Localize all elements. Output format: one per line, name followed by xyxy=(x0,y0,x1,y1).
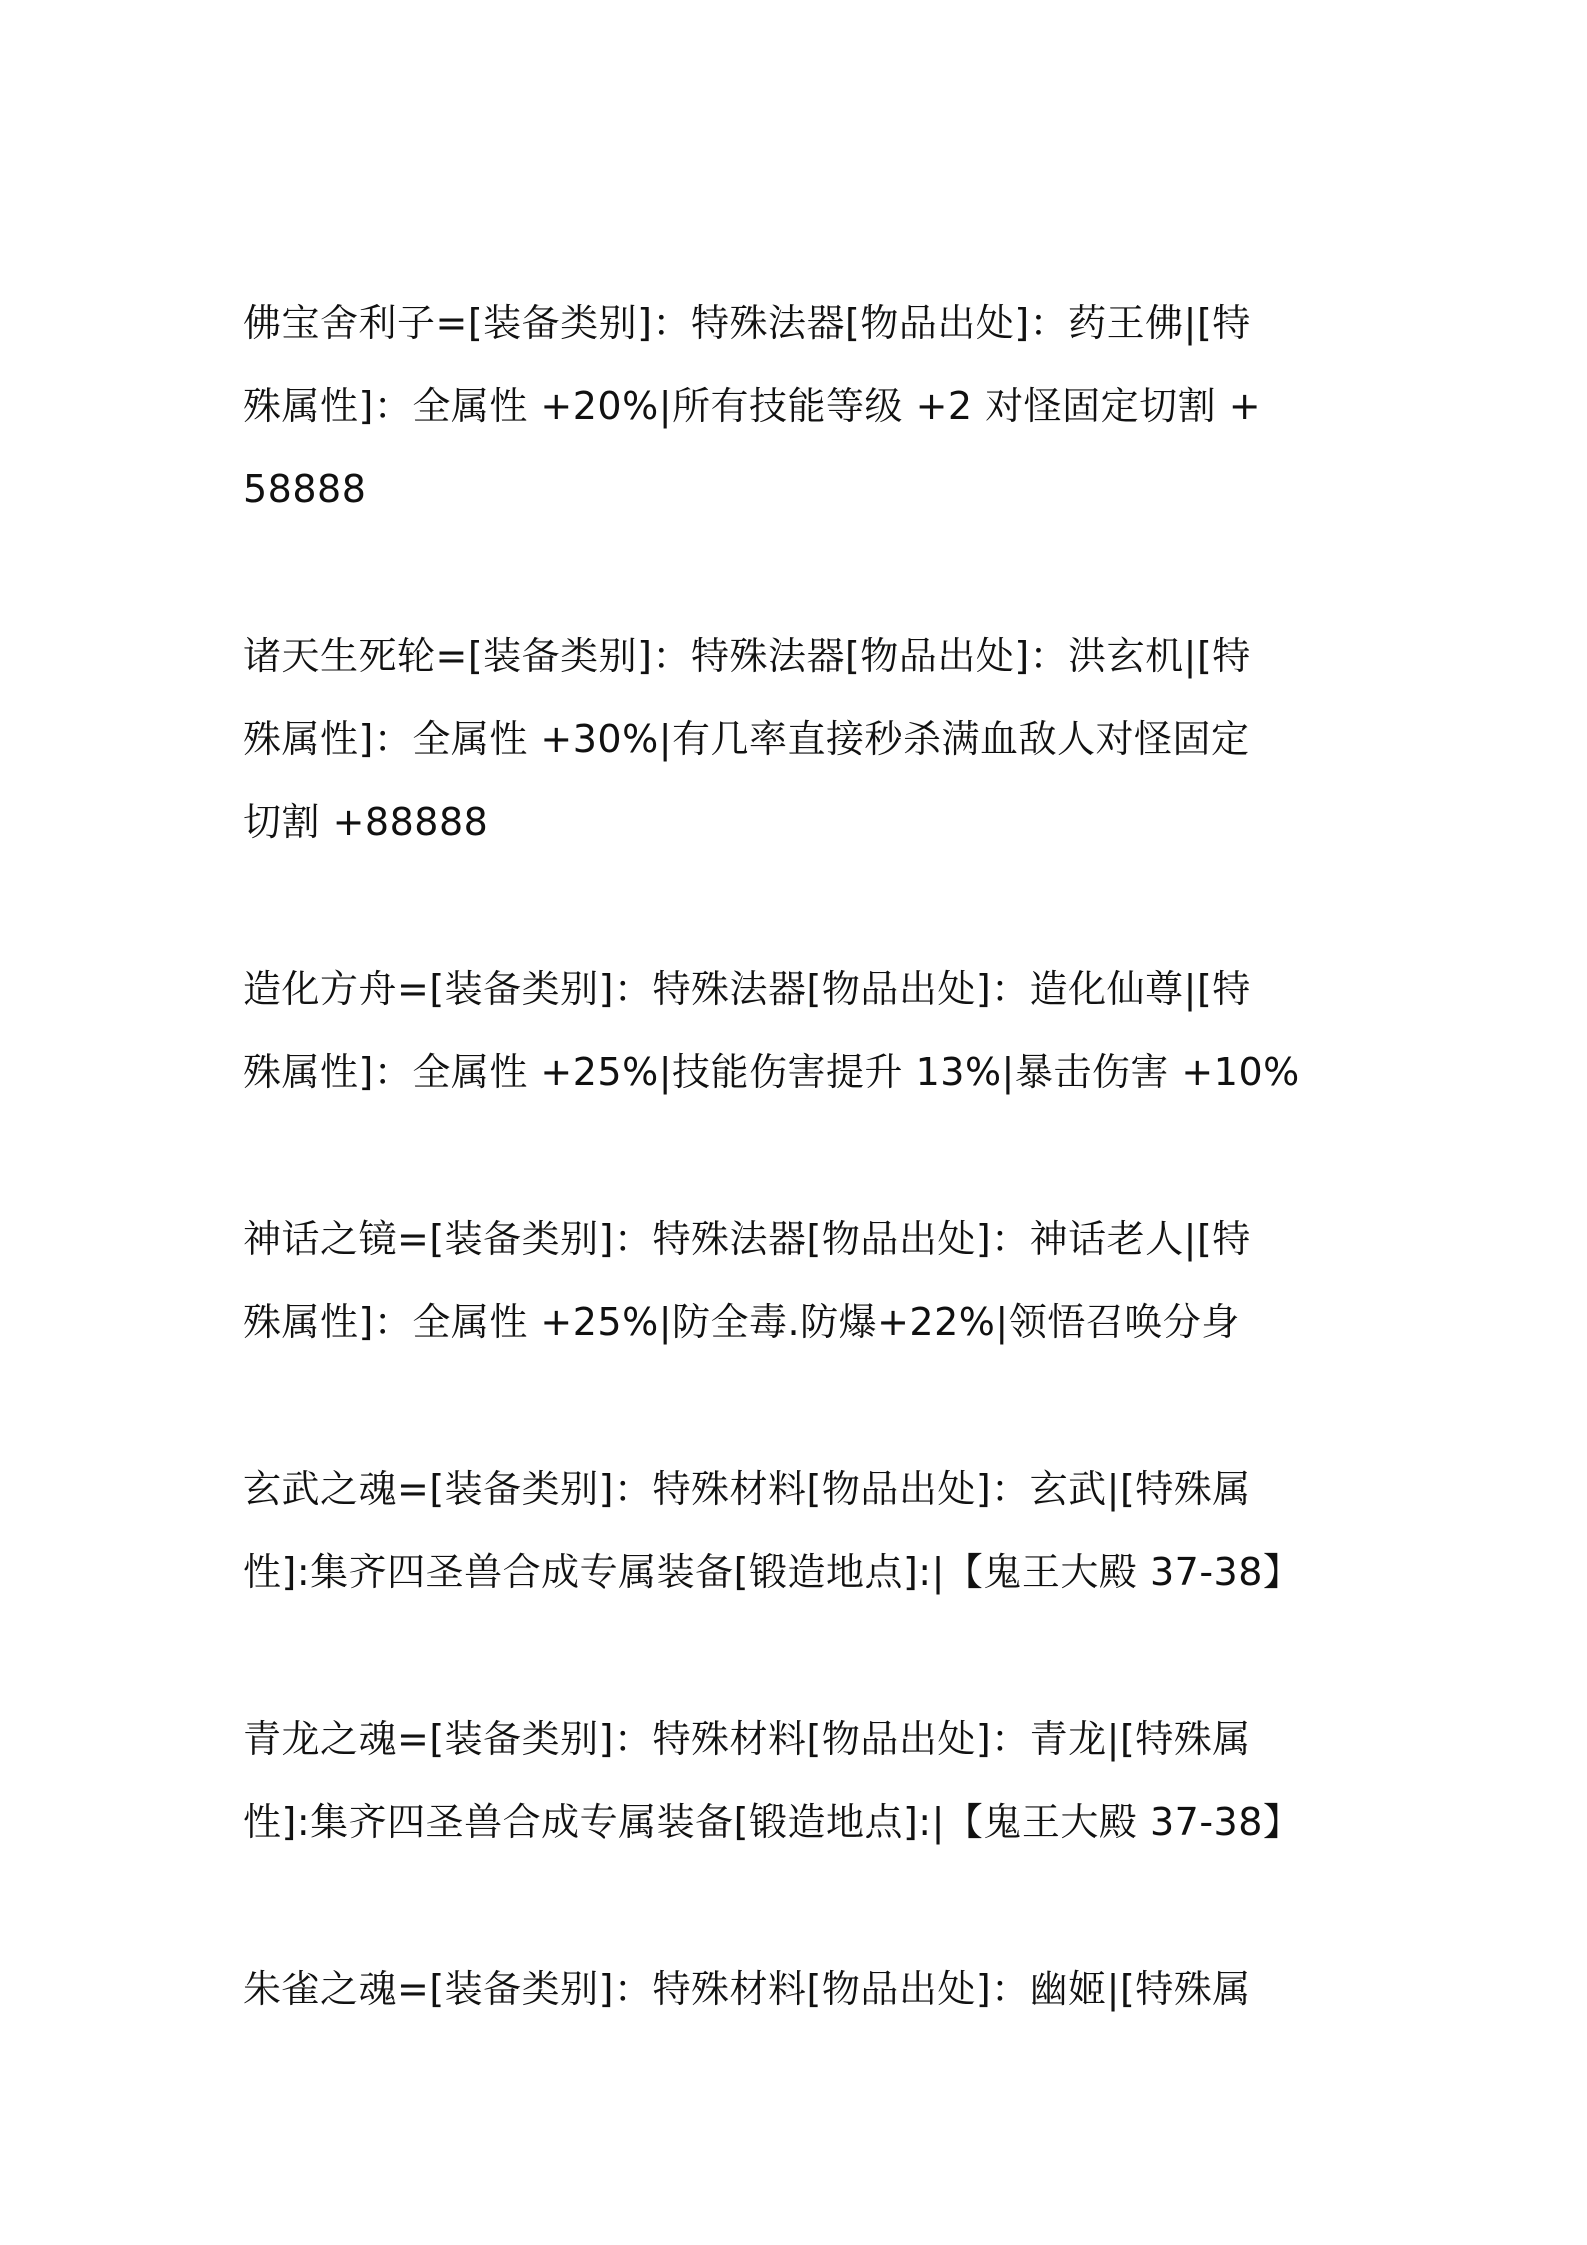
item-entry xyxy=(243,1948,1353,2031)
text-line: 58888 xyxy=(243,467,367,511)
text-line: 佛宝舍利子=[装备类别]：特殊法器[物品出处]：药王佛|[特 xyxy=(243,301,1251,345)
text-line: 殊属性]：全属性 +25%|防全毒.防爆+22%|领悟召唤分身 xyxy=(243,1300,1240,1344)
item-entry xyxy=(243,1198,1353,1364)
text-line: 切割 +88888 xyxy=(243,800,489,844)
text-line: 青龙之魂=[装备类别]：特殊材料[物品出处]：青龙|[特殊属 xyxy=(243,1717,1251,1761)
text-line: 殊属性]：全属性 +25%|技能伤害提升 13%|暴击伤害 +10% xyxy=(243,1050,1300,1094)
text-line: 朱雀之魂=[装备类别]：特殊材料[物品出处]：幽姬|[特殊属 xyxy=(243,1967,1251,2011)
text-line: 殊属性]：全属性 +20%|所有技能等级 +2 对怪固定切割 + xyxy=(243,384,1262,428)
text-line: 诸天生死轮=[装备类别]：特殊法器[物品出处]：洪玄机|[特 xyxy=(243,634,1251,678)
text-line: 性]:集齐四圣兽合成专属装备[锻造地点]:|【鬼王大殿 37-38】 xyxy=(243,1800,1302,1844)
text-line: 性]:集齐四圣兽合成专属装备[锻造地点]:|【鬼王大殿 37-38】 xyxy=(243,1550,1302,1594)
document-body xyxy=(243,282,1353,2115)
text-line: 造化方舟=[装备类别]：特殊法器[物品出处]：造化仙尊|[特 xyxy=(243,967,1251,1011)
text-line: 殊属性]：全属性 +30%|有几率直接秒杀满血敌人对怪固定 xyxy=(243,717,1250,761)
text-line: 玄武之魂=[装备类别]：特殊材料[物品出处]：玄武|[特殊属 xyxy=(243,1467,1251,1511)
item-entry xyxy=(243,948,1353,1114)
item-entry xyxy=(243,1448,1353,1614)
item-entry xyxy=(243,282,1353,531)
item-entry xyxy=(243,615,1353,864)
text-line: 神话之镜=[装备类别]：特殊法器[物品出处]：神话老人|[特 xyxy=(243,1217,1251,1261)
item-entry xyxy=(243,1698,1353,1864)
